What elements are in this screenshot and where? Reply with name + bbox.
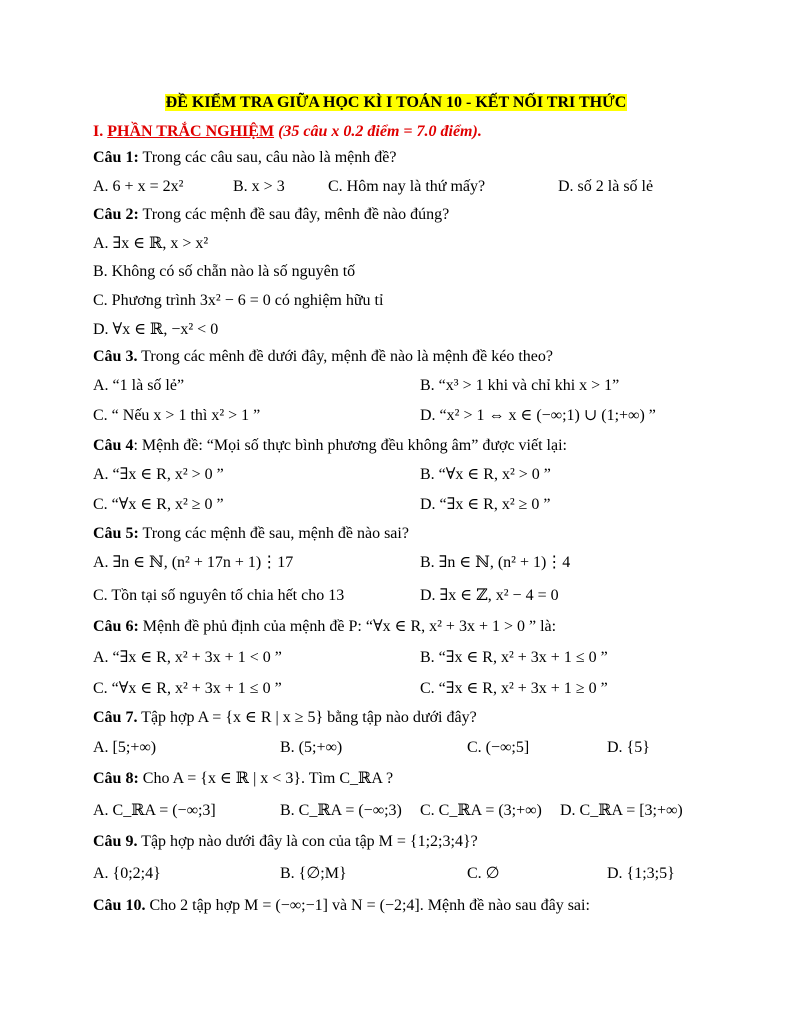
q4-option-c: C. “∀x ∈ R, x² ≥ 0 ” [93,496,224,513]
question-text: Trong các câu sau, câu nào là mệnh đề? [138,149,397,166]
question-label: Câu 9. [93,833,138,850]
section-detail: (35 câu x 0.2 điểm = 7.0 điểm). [274,123,482,140]
question-label: Câu 2: [93,206,139,223]
question-text: Trong các mênh đề dưới đây, mệnh đề nào là mệnh đề kéo theo? [137,348,553,365]
question-label: Câu 4 [93,437,134,454]
question-text: Tập hợp nào dưới đây là con của tập M = {1;2;3;4}? [137,833,478,850]
q4-option-a: A. “∃x ∈ R, x² > 0 ” [93,466,224,483]
q1-option-a: A. 6 + x = 2x² [93,178,184,195]
q3-option-d: D. “x² > 1 ⇔ x ∈ (−∞;1) ∪ (1;+∞) ” [420,407,656,424]
exam-title-text: ĐỀ KIỂM TRA GIỮA HỌC KÌ I TOÁN 10 - KẾT NỐI TRI THỨC [165,94,627,111]
question-label: Câu 1: [93,149,139,166]
q3-option-a: A. “1 là số lẻ” [93,377,185,394]
question-label: Câu 3. [93,348,138,365]
q5-option-a: A. ∃n ∈ ℕ, (n² + 17n + 1)⋮17 [93,554,294,571]
q9-option-b: B. {∅;M} [280,865,347,882]
question-label: Câu 5: [93,525,139,542]
q4-option-d: D. “∃x ∈ R, x² ≥ 0 ” [420,496,551,513]
question-3 [93,347,553,367]
q9-option-d: D. {1;3;5} [607,865,675,882]
q8-option-c: C. C_ℝA = (3;+∞) [420,802,542,819]
section-prefix: I. [93,123,108,140]
q5-option-d: D. ∃x ∈ ℤ, x² − 4 = 0 [420,587,559,604]
question-text: Tập hợp A = {x ∈ R | x ≥ 5} bằng tập nào dưới đây? [137,709,477,726]
question-10 [93,896,590,916]
exam-title [0,93,792,113]
q2-option-d: D. ∀x ∈ ℝ, −x² < 0 [93,321,219,338]
q7-option-a: A. [5;+∞) [93,739,157,756]
question-text: Trong các mệnh đề sau, mệnh đề nào sai? [138,525,409,542]
question-7 [93,708,477,728]
q2-option-c: C. Phương trình 3x² − 6 = 0 có nghiệm hữu tỉ [93,292,384,309]
question-label: Câu 7. [93,709,138,726]
question-text: : Mệnh đề: “Mọi số thực bình phương đều không âm” được viết lại: [133,437,567,454]
question-label: Câu 10. [93,897,146,914]
q5-option-c: C. Tồn tại số nguyên tố chia hết cho 13 [93,587,345,604]
q6-option-d: C. “∃x ∈ R, x² + 3x + 1 ≥ 0 ” [420,680,608,697]
q7-option-c: C. (−∞;5] [467,739,530,756]
q1-option-c: C. Hôm nay là thứ mấy? [328,178,486,195]
question-2 [93,205,449,225]
q2-option-a: A. ∃x ∈ ℝ, x > x² [93,235,209,252]
q6-option-c: C. “∀x ∈ R, x² + 3x + 1 ≤ 0 ” [93,680,282,697]
question-5 [93,524,409,544]
q9-option-a: A. {0;2;4} [93,865,161,882]
q8-option-d: D. C_ℝA = [3;+∞) [560,802,683,819]
section-heading [93,122,482,142]
question-1 [93,148,396,168]
question-text: Trong các mệnh đề sau đây, mênh đề nào đúng? [138,206,450,223]
q7-option-d: D. {5} [607,739,650,756]
q1-option-b: B. x > 3 [233,178,285,195]
q2-option-b: B. Không có số chẵn nào là số nguyên tố [93,263,356,280]
q8-option-b: B. C_ℝA = (−∞;3) [280,802,402,819]
q9-option-c: C. ∅ [467,865,500,882]
q6-option-a: A. “∃x ∈ R, x² + 3x + 1 < 0 ” [93,649,282,666]
q1-option-d: D. số 2 là số lẻ [558,178,654,195]
q4-option-b: B. “∀x ∈ R, x² > 0 ” [420,466,551,483]
section-title: PHẦN TRẮC NGHIỆM [107,123,275,140]
question-8 [93,769,393,789]
question-label: Câu 8: [93,770,139,787]
question-9 [93,832,478,852]
question-text: Cho A = {x ∈ ℝ | x < 3}. Tìm C_ℝA ? [138,770,394,787]
q8-option-a: A. C_ℝA = (−∞;3] [93,802,216,819]
q3-option-b: B. “x³ > 1 khi và chỉ khi x > 1” [420,377,620,394]
question-4 [93,436,567,456]
q7-option-b: B. (5;+∞) [280,739,343,756]
question-6 [93,617,556,637]
question-text: Cho 2 tập hợp M = (−∞;−1] và N = (−2;4]. Mệnh đề nào sau đây sai: [145,897,590,914]
question-text: Mệnh đề phủ định của mệnh đề P: “∀x ∈ R, x² + 3x + 1 > 0 ” là: [138,618,557,635]
question-label: Câu 6: [93,618,139,635]
q6-option-b: B. “∃x ∈ R, x² + 3x + 1 ≤ 0 ” [420,649,608,666]
q5-option-b: B. ∃n ∈ ℕ, (n² + 1)⋮4 [420,554,571,571]
q3-option-c: C. “ Nếu x > 1 thì x² > 1 ” [93,407,261,424]
